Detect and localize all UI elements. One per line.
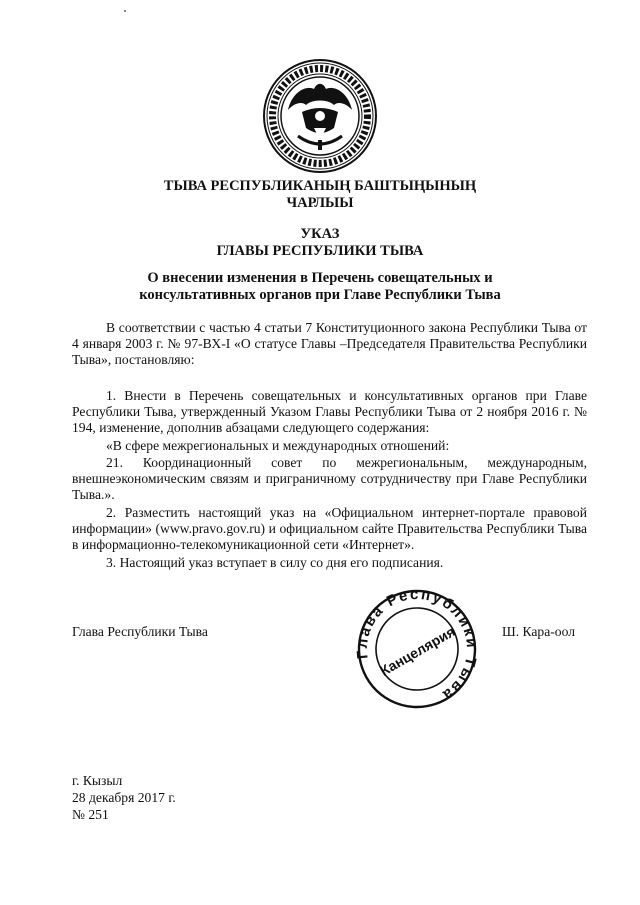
item-1-paragraph: 1. Внести в Перечень совещательных и консультативных органов при Главе Республики Тыва, утвержденный Указом Главы Республики Тыва от 2 ноября 2016 г. № 194, изменение, дополнив абзацами следующего содержания: [72, 388, 587, 435]
item-3-paragraph: 3. Настоящий указ вступает в силу со дня его подписания. [106, 555, 444, 570]
decree-title-line1: УКАЗ [300, 226, 340, 242]
issue-number: № 251 [72, 807, 109, 822]
decree-subject-line1: О внесении изменения в Перечень совещательных и [147, 270, 493, 286]
issue-place: г. Кызыл [72, 773, 123, 788]
decree-subject [70, 270, 570, 304]
issuer-title-tuvan-line1: ТЫВА РЕСПУБЛИКАНЫҢ БАШТЫҢЫНЫҢ [163, 178, 477, 194]
signatory-name: Ш. Кара-оол [502, 624, 575, 639]
quote-heading-paragraph: «В сфере межрегиональных и международных отношений: [106, 438, 450, 453]
issue-date: 28 декабря 2017 г. [72, 790, 176, 805]
quote-item-paragraph: 21. Координационный совет по межрегиональным, международным, внешнеэкономическим связям и приграничному сотрудничеству при Главе Республики Тыва.». [72, 455, 587, 502]
decree-title [70, 226, 570, 260]
decree-title-line2: ГЛАВЫ РЕСПУБЛИКИ ТЫВА [216, 243, 424, 259]
preamble-paragraph: В соответствии с частью 4 статьи 7 Конституционного закона Республики Тыва от 4 января 2003 г. № 97-ВХ-I «О статусе Главы –Председателя Правительства Республики Тыва», постановляю: [72, 320, 587, 367]
coat-of-arms-emblem-icon [262, 58, 378, 174]
item-2-paragraph: 2. Разместить настоящий указ на «Официальном интернет-портале правовой информации» (www.pravo.gov.ru) и официальном сайте Правительства Республики Тыва в информационно-телекомуникационной сети «Интернет». [72, 505, 587, 552]
issuer-title-tuvan-line2: ЧАРЛЫЫ [286, 195, 354, 211]
decree-subject-line2: консультативных органов при Главе Республики Тыва [139, 287, 501, 303]
scan-speck [124, 10, 126, 12]
issue-details [72, 772, 176, 823]
seal-ring-text: Глава Республики Тыва [353, 586, 481, 705]
office-seal-stamp [352, 586, 482, 712]
issuer-title-tuvan [70, 178, 570, 212]
signatory-title: Глава Республики Тыва [72, 624, 208, 639]
seal-center-text: Канцелярия [377, 623, 458, 679]
